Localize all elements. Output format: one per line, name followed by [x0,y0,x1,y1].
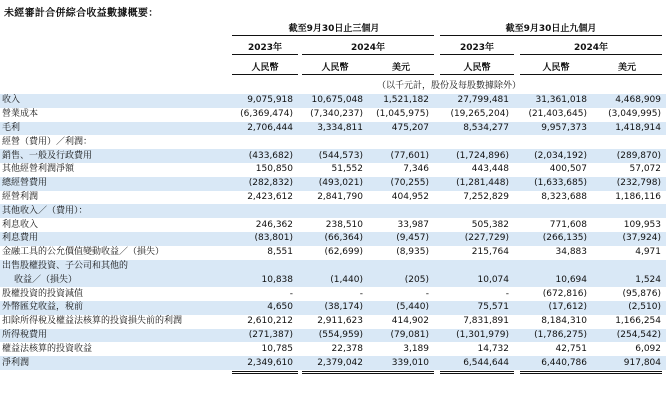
cell-value [592,135,666,149]
unit-note: （以千元計，股份及每股數據除外） [376,81,521,91]
currency-underline-2 [302,74,434,75]
cell-value [368,135,434,149]
year-underline-2024-n [520,54,662,55]
cell-value: (672,816) [542,288,587,299]
cell-value [368,204,434,218]
cell-value: 10,785 [261,343,293,354]
cell-value: 31,361,018 [520,94,592,108]
cell-value [592,204,666,218]
cell-value: 1,166,254 [615,316,661,327]
currency-header-5: 人民幣 [542,63,570,73]
table-row [0,204,666,218]
cell-value: (493,021) [302,177,368,191]
table-row [0,163,666,177]
row-label: 扣除所得稅及權益法核算的投資損失前的利潤 [2,316,183,327]
cell-value: 2,841,790 [317,191,363,202]
cell-value: (266,135) [520,232,592,246]
table-row [0,342,666,356]
cell-value: (1,724,896) [440,149,514,163]
cell-value: 27,799,481 [440,94,514,108]
row-label: 金融工具的公允價值變動收益／（損失） [2,247,165,258]
currency-header-2: 人民幣 [321,63,349,73]
row-label: 淨利潤 [0,356,232,370]
cell-value: - [425,288,429,299]
row-label: 營業成本 [2,109,39,120]
cell-value: 109,953 [623,219,661,230]
cell-value: 14,732 [477,343,509,354]
total-double-underline [440,371,514,374]
cell-value: (1,440) [302,273,368,287]
cell-value: 10,074 [440,273,514,287]
cell-value [302,204,368,218]
cell-value: 3,334,811 [302,122,368,136]
table-row [0,301,666,315]
currency-header-1: 人民幣 [251,63,279,73]
currency-header-3: 美元 [391,63,410,73]
cell-value: 238,510 [325,219,363,230]
cell-value: 4,650 [232,301,298,315]
cell-value: 4,468,909 [592,94,666,108]
cell-value: (1,786,275) [520,329,592,343]
cell-value: 917,804 [592,356,666,370]
table-row [0,218,666,232]
cell-value: 1,521,182 [368,94,434,108]
table-row [0,122,666,136]
cell-value: 75,571 [440,301,514,315]
cell-value: 8,184,310 [541,316,587,327]
year-header-2023-q: 2023年 [247,43,283,53]
cell-value: (2,510) [592,301,666,315]
cell-value [440,260,514,274]
cell-value: (37,924) [592,232,666,246]
year-header-2023-n: 2023年 [459,43,495,53]
cell-value [520,260,592,274]
cell-value: 246,362 [255,219,293,230]
cell-value: 771,608 [549,219,587,230]
table-row [0,94,666,108]
table-row [0,135,666,149]
cell-value [520,204,592,218]
currency-header-4: 人民幣 [463,63,491,73]
row-label: 利息費用 [0,232,232,246]
cell-value [592,260,666,274]
cell-value: 51,552 [331,164,363,175]
cell-value [302,135,368,149]
table-row [0,149,666,163]
row-label: 毛利 [0,122,232,136]
total-double-underline [520,371,662,374]
row-label: 其他經營利潤淨額 [2,164,75,175]
cell-value: 7,252,829 [463,191,509,202]
row-label: 所得稅費用 [0,329,232,343]
row-label: 權益法核算的投資收益 [2,343,93,354]
cell-value: 505,382 [471,219,509,230]
table-row [0,177,666,191]
cell-value: (227,729) [440,232,514,246]
year-header-2024-q: 2024年 [350,43,386,53]
year-underline-2023-n [440,54,514,55]
table-row [0,315,666,329]
cell-value: 215,764 [471,247,509,258]
cell-value: (66,364) [302,232,368,246]
cell-value [440,204,514,218]
table-row [0,108,666,122]
cell-value: 9,957,373 [520,122,592,136]
total-double-underline [302,371,434,374]
currency-underline-1 [232,74,298,75]
row-label: 利息收入 [2,219,39,230]
cell-value: 6,092 [635,343,661,354]
cell-value: - [359,288,363,299]
row-label: 經營（費用）／利潤： [2,136,93,147]
cell-value: (1,633,685) [520,177,592,191]
cell-value: (3,049,995) [608,109,661,120]
cell-value: (95,876) [622,288,661,299]
table-row [0,246,666,260]
cell-value: 2,423,612 [247,191,293,202]
cell-value: 4,971 [635,247,661,258]
cell-value: (254,542) [592,329,666,343]
cell-value: 443,448 [471,164,509,175]
currency-header-6: 美元 [617,63,636,73]
cell-value: 3,189 [403,343,429,354]
table-row [0,232,666,246]
cell-value: (282,832) [232,177,298,191]
cell-value: (554,959) [302,329,368,343]
cell-value: (289,870) [592,149,666,163]
cell-value [520,135,592,149]
cell-value: 22,378 [331,343,363,354]
cell-value: (232,798) [592,177,666,191]
cell-value: 6,544,644 [440,356,514,370]
cell-value: (8,935) [396,247,429,258]
income-statement-table [0,94,666,370]
year-header-2024-n: 2024年 [573,43,609,53]
cell-value: (62,699) [324,247,363,258]
cell-value: 57,072 [629,164,661,175]
cell-value: 2,349,610 [232,356,298,370]
cell-value: (205) [368,273,434,287]
cell-value: (21,403,645) [528,109,587,120]
period-nine-underline [440,35,662,36]
cell-value: 475,207 [368,122,434,136]
cell-value: 414,902 [391,316,429,327]
cell-value: 34,883 [555,247,587,258]
cell-value: 404,952 [391,191,429,202]
cell-value: 8,534,277 [440,122,514,136]
cell-value: (83,801) [232,232,298,246]
cell-value: 2,911,623 [317,316,363,327]
cell-value: - [505,288,509,299]
table-row [0,273,666,287]
cell-value: 10,694 [520,273,592,287]
cell-value: (6,369,474) [240,109,293,120]
currency-underline-3 [440,74,514,75]
year-underline-2023-q [232,54,298,55]
table-row [0,329,666,343]
cell-value [368,260,434,274]
table-title: 未經審計合併綜合收益數據概要： [4,8,159,19]
row-label: 經營利潤 [2,191,39,202]
cell-value: (19,265,204) [450,109,509,120]
cell-value: 8,551 [267,247,293,258]
row-label: 銷售、一般及行政費用 [0,149,232,163]
row-label: 收益／（損失） [0,273,232,287]
cell-value: - [289,288,293,299]
cell-value: 150,850 [255,164,293,175]
total-double-underline [232,371,298,374]
period-three-underline [232,35,434,36]
cell-value [440,135,514,149]
cell-value: (9,457) [368,232,434,246]
cell-value: 2,706,444 [232,122,298,136]
cell-value: (79,081) [368,329,434,343]
row-label: 外幣匯兌收益，稅前 [0,301,232,315]
cell-value: 339,010 [368,356,434,370]
row-label: 其他收入／（費用）： [0,204,232,218]
cell-value: (271,387) [232,329,298,343]
cell-value: 1,524 [592,273,666,287]
period-nine-months-header: 截至9月30日止九個月 [505,24,597,34]
cell-value: 10,675,048 [302,94,368,108]
cell-value: 1,418,914 [592,122,666,136]
cell-value: (2,034,192) [520,149,592,163]
cell-value: 33,987 [397,219,429,230]
cell-value: (7,340,237) [310,109,363,120]
cell-value: 10,838 [232,273,298,287]
row-label: 收入 [0,94,232,108]
cell-value: 2,379,042 [302,356,368,370]
table-row [0,191,666,205]
cell-value: 42,751 [555,343,587,354]
cell-value: (38,174) [302,301,368,315]
cell-value: 6,440,786 [520,356,592,370]
cell-value: 8,323,688 [541,191,587,202]
cell-value: 9,075,918 [232,94,298,108]
table-row [0,260,666,274]
period-three-months-header: 截至9月30日止三個月 [288,24,380,34]
cell-value: (433,682) [232,149,298,163]
cell-value [232,260,298,274]
cell-value: 2,610,212 [247,316,293,327]
cell-value: 7,831,891 [463,316,509,327]
cell-value [232,204,298,218]
cell-value: (1,045,975) [376,109,429,120]
row-label: 股權投資的投資減值 [2,288,84,299]
cell-value: 1,186,116 [615,191,661,202]
row-label: 出售股權投資、子公司和其他的 [0,260,232,274]
cell-value: (1,281,448) [440,177,514,191]
cell-value [232,135,298,149]
cell-value: (17,612) [520,301,592,315]
cell-value: 400,507 [549,164,587,175]
cell-value [302,260,368,274]
row-label: 總經營費用 [0,177,232,191]
cell-value: (70,255) [368,177,434,191]
cell-value: (5,440) [368,301,434,315]
cell-value: (544,573) [302,149,368,163]
cell-value: (1,301,979) [440,329,514,343]
year-underline-2024-q [302,54,434,55]
table-row [0,287,666,301]
cell-value: (77,601) [368,149,434,163]
cell-value: 7,346 [403,164,429,175]
currency-underline-4 [520,74,662,75]
table-row [0,356,666,370]
